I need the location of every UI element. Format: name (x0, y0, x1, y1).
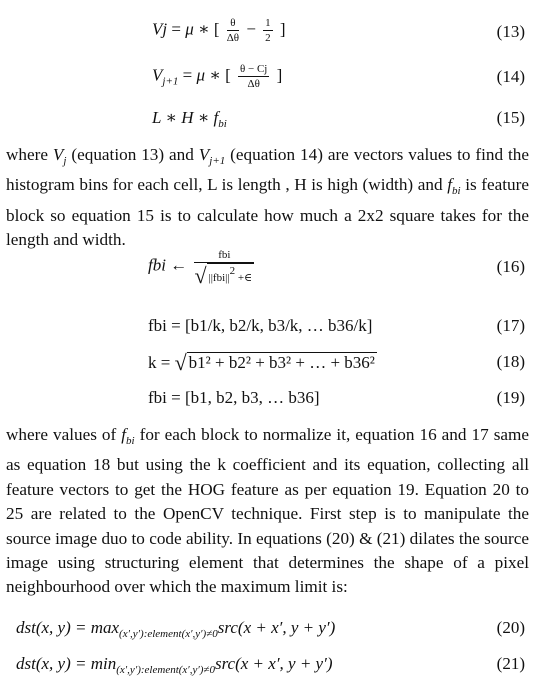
equation-13: Vj = μ ∗ [ $\frac{\theta}{\Delta\theta}$ − $\frac{1}{2}$ ] (152, 17, 286, 44)
equation-20: dst(x, $y) = \max_{(x',y'):element(x',y')\ne 0}src(x + x'$, y + y′) (16, 618, 336, 640)
equation-number-17: (17) (496, 316, 525, 335)
paragraph-hog-vectors: where $V_j$ (equation 13) and $V_{j+1}$ (equation 14) are vectors values to find the histogram bins for each cell, L is length , H is high (width) and $f_{bi}$ is feature block so equation 15 is to calculate how much a 2x2 square takes for the length and width. (6, 145, 529, 250)
equation-14: $V_{j+1} = \mu$ ∗ [ $\frac{\theta - Cj}{\Delta\theta}$ ] (152, 63, 283, 90)
equation-number-19: (19) (496, 388, 525, 407)
equation-number-13: (13) (496, 22, 525, 41)
equation-number-21: (21) (496, 654, 525, 673)
equation-number-20: (20) (496, 618, 525, 637)
paragraph-normalization: where values of $f_{bi}$ for each block to normalize it, equation 16 and 17 same as equation 18 but using the k coefficient and its equation, collecting all feature vectors to get the HOG feature as per equation 19. Equation 20 to 25 are related to the OpenCV technique. First step is to manipulate the source image duo to code ability. In equations (20) & (21) dilates the source image using structuring element that determines the shape of a pixel neighbourhood over which the maximum limit is: (6, 425, 530, 597)
equation-16: fbi ← $\frac{\text{fbi}}{\text{√ ||fbi||2 +∈}}$ (148, 249, 253, 288)
equation-number-18: (18) (496, 352, 525, 371)
equation-21: dst(x, $y) = \min_{(x',y'):element(x',y')\ne 0}src(x + x'$, y + y′) (16, 654, 333, 676)
equation-19: fbi = [b1, b2, b3, … b36] (148, 388, 320, 407)
equation-15: L ∗ H ∗ $f_{bi}$ (152, 108, 227, 130)
equation-18: k = √ b1² + b2² + b3² + … + b36² (148, 350, 375, 375)
equation-number-15: (15) (496, 108, 525, 127)
equation-number-14: (14) (496, 67, 525, 86)
equation-17: fbi = [b1/k, b2/k, b3/k, … b36/k] (148, 316, 373, 335)
equation-number-16: (16) (496, 257, 525, 276)
